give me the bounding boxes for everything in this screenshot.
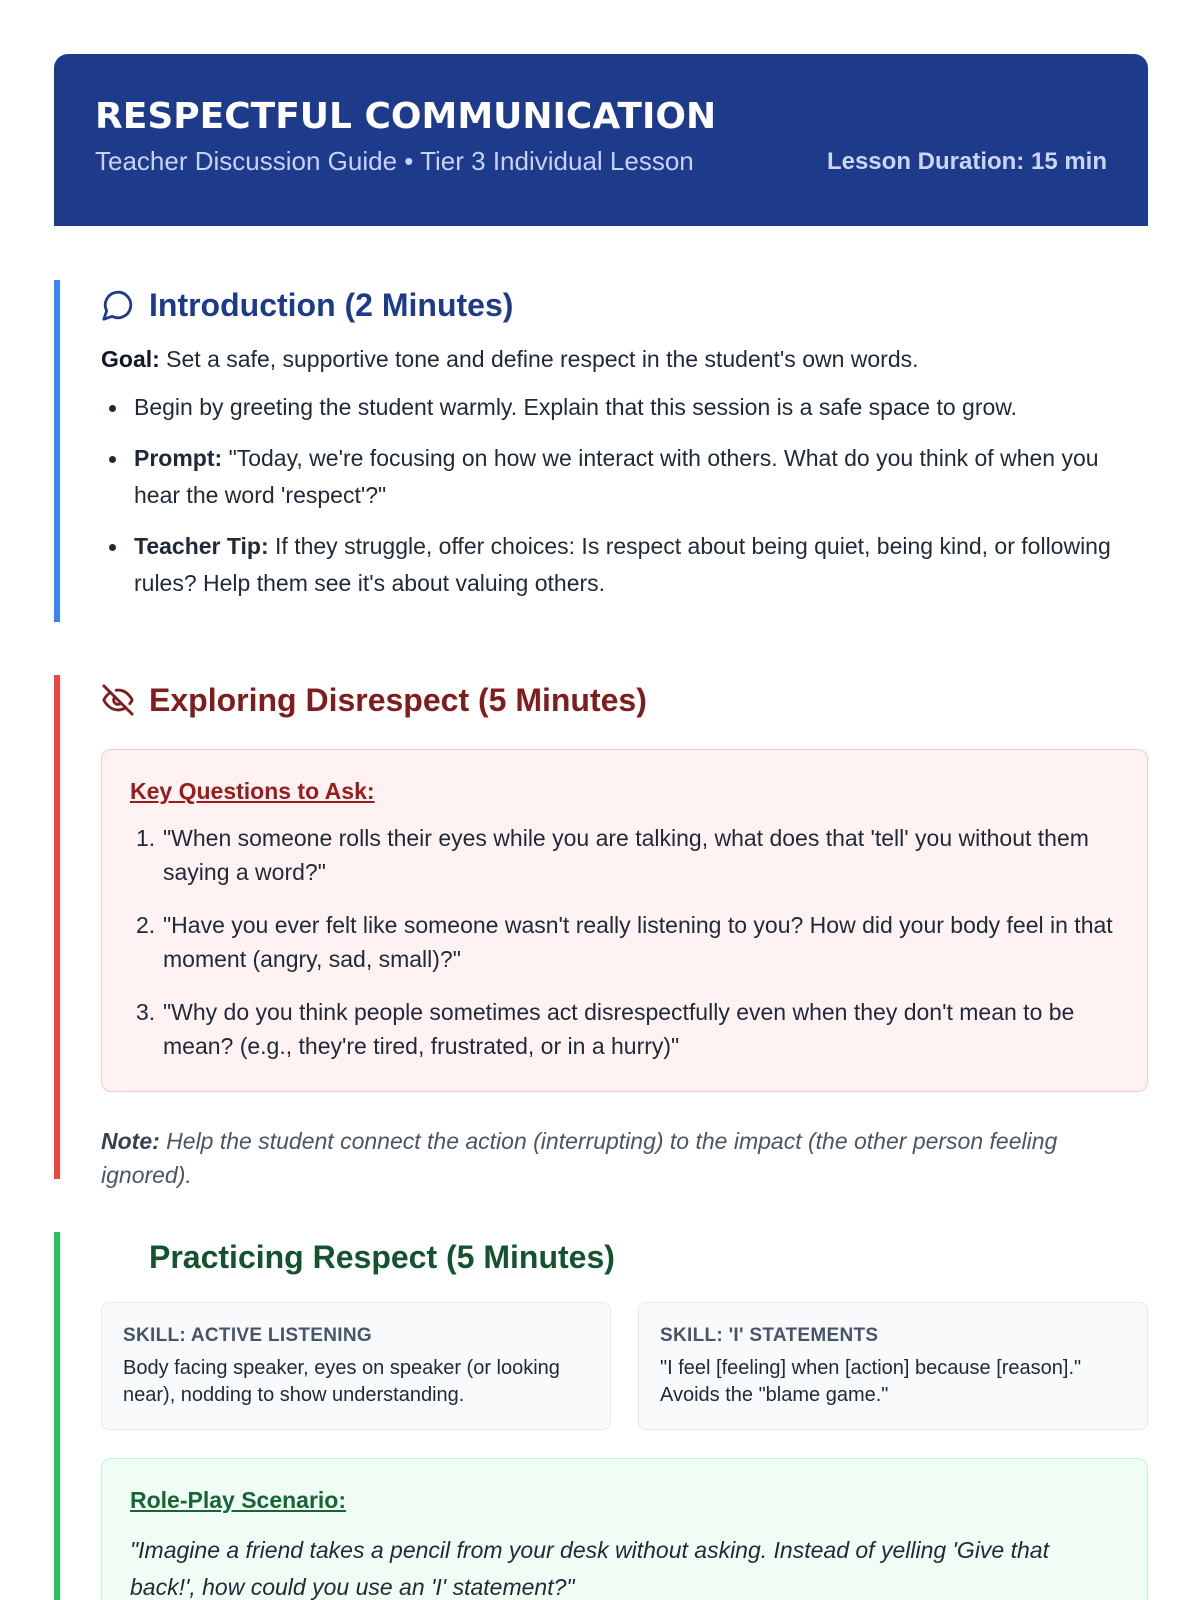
role-play-label: Role-Play Scenario: <box>130 1487 347 1513</box>
bullet-text: If they struggle, offer choices: Is respect about being quiet, being kind, or following rules? Help them see it's about valuing others. <box>134 533 1111 596</box>
skill-card <box>101 1302 611 1430</box>
question-text: "Why do you think people sometimes act disrespectfully even when they don't mean to be mean? (e.g., they're tired, frustrated, or in a hurry)" <box>163 999 1075 1059</box>
introduction-title: Introduction (2 Minutes) <box>149 286 514 323</box>
skills-row <box>101 1302 1148 1430</box>
key-questions-box <box>101 749 1148 1092</box>
key-questions-label: Key Questions to Ask: <box>130 778 375 804</box>
bullet-text: "Today, we're focusing on how we interact with others. What do you think of when you hear the word 'respect'?" <box>134 445 1099 508</box>
chat-bubble-icon <box>101 288 135 322</box>
skill-title: SKILL: ACTIVE LISTENING <box>123 1325 372 1346</box>
disrespect-title: Exploring Disrespect (5 Minutes) <box>149 681 647 718</box>
practice-title: Practicing Respect (5 Minutes) <box>149 1238 615 1275</box>
goal-label: Goal: <box>101 346 160 372</box>
disrespect-heading <box>101 677 1148 723</box>
role-play-scenario: "Imagine a friend takes a pencil from your desk without asking. Instead of yelling 'Give that back!', how could you use an 'I' statement?" <box>130 1537 1049 1600</box>
page-subtitle: Teacher Discussion Guide • Tier 3 Individual Lesson <box>95 146 694 176</box>
note-text: Help the student connect the action (interrupting) to the impact (the other person feeling ignored). <box>101 1128 1058 1188</box>
skill-title: SKILL: 'I' STATEMENTS <box>660 1325 879 1346</box>
question-text: "When someone rolls their eyes while you are talking, what does that 'tell' you without them saying a word?" <box>163 825 1089 885</box>
list-item <box>101 389 1148 426</box>
key-questions-list <box>130 821 1119 1063</box>
list-item: 1. "When someone rolls their eyes while you are talking, what does that 'tell' you without them saying a word?" <box>136 825 1089 885</box>
practice-heading <box>101 1234 1148 1280</box>
role-play-box <box>101 1458 1148 1600</box>
goal-line <box>101 346 1148 373</box>
skill-card <box>638 1302 1148 1430</box>
header-subrow <box>95 146 1107 177</box>
skill-description: "I feel [feeling] when [action] because [reason]." Avoids the "blame game." <box>660 1357 1082 1406</box>
teacher-note <box>101 1124 1148 1192</box>
practice-section <box>54 1232 1148 1600</box>
disrespect-section <box>54 675 1148 1188</box>
note-label: Note: <box>101 1128 160 1154</box>
list-item <box>101 440 1148 514</box>
lesson-header <box>54 54 1148 226</box>
bullet-text: Begin by greeting the student warmly. Explain that this session is a safe space to grow. <box>134 394 1017 420</box>
skill-description: Body facing speaker, eyes on speaker (or looking near), nodding to show understanding. <box>123 1357 560 1406</box>
list-item: 2. "Have you ever felt like someone wasn't really listening to you? How did your body feel in that moment (angry, sad, small)?" <box>136 912 1113 972</box>
intro-bullets <box>101 389 1148 602</box>
bullet-label: Prompt: <box>134 445 223 471</box>
page-title: RESPECTFUL COMMUNICATION <box>95 96 717 137</box>
introduction-section <box>54 280 1148 622</box>
list-item: 3. "Why do you think people sometimes act disrespectfully even when they don't mean to be mean? (e.g., they're tired, frustrated, or in a hurry)" <box>136 999 1075 1059</box>
lesson-duration: Lesson Duration: 15 min <box>826 147 1107 175</box>
list-item <box>101 528 1148 602</box>
question-text: "Have you ever felt like someone wasn't really listening to you? How did your body feel in that moment (angry, sad, small)?" <box>163 912 1113 972</box>
introduction-heading <box>101 282 1148 328</box>
bullet-label: Teacher Tip: <box>134 533 269 559</box>
eye-off-icon <box>101 683 135 717</box>
goal-text: Set a safe, supportive tone and define respect in the student's own words. <box>166 346 919 372</box>
